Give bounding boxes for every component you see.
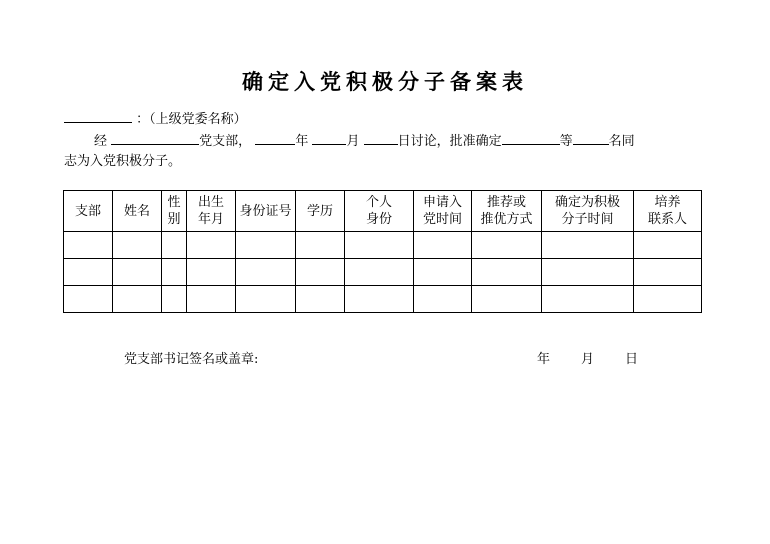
branch-blank[interactable]	[111, 131, 199, 145]
table-header-cell	[236, 191, 296, 232]
committee-name-blank[interactable]	[64, 109, 132, 123]
table-cell-input[interactable]	[345, 232, 414, 259]
committee-label: ：（上级党委名称）	[136, 112, 247, 127]
header-text: 身份证号	[239, 203, 292, 219]
paragraph-line2: 志为入党积极分子。	[64, 154, 182, 169]
count-blank[interactable]	[573, 131, 609, 145]
name-blank[interactable]	[502, 131, 560, 145]
header-text: 分子时间	[561, 212, 614, 227]
footer-day-label: 日	[625, 352, 639, 367]
table-header-cell	[113, 191, 162, 232]
header-text: 申请入	[422, 195, 462, 210]
secretary-signature-label: 党支部书记签名或盖章:	[124, 352, 259, 367]
header-text: 党时间	[422, 212, 462, 227]
table-header-cell	[64, 191, 113, 232]
table-cell-input[interactable]	[345, 286, 414, 313]
table-cell-input[interactable]	[187, 232, 236, 259]
activist-record-table	[63, 190, 702, 313]
table-header-cell	[187, 191, 236, 232]
header-text: 培养	[654, 195, 681, 210]
footer-month-label: 月	[581, 352, 595, 367]
table-cell-input[interactable]	[162, 286, 187, 313]
month-text: 月	[346, 134, 360, 149]
header-text: 身份	[365, 212, 392, 227]
table-cell-input[interactable]	[236, 232, 296, 259]
table-header-cell	[634, 191, 702, 232]
table-cell-input[interactable]	[542, 232, 634, 259]
table-cell-input[interactable]	[345, 259, 414, 286]
table-row	[64, 286, 702, 313]
table-header-cell	[296, 191, 345, 232]
table-cell-input[interactable]	[634, 286, 702, 313]
header-text: 姓名	[123, 203, 150, 219]
day-text: 日讨论，批准确定	[397, 134, 502, 149]
table-header-cell	[414, 191, 472, 232]
branch-suffix-text: 党支部，	[199, 134, 252, 149]
table-cell-input[interactable]	[64, 259, 113, 286]
table-cell-input[interactable]	[236, 286, 296, 313]
table-cell-input[interactable]	[187, 286, 236, 313]
table-row	[64, 232, 702, 259]
table-cell-input[interactable]	[162, 232, 187, 259]
header-text: 支部	[74, 203, 101, 219]
table-cell-input[interactable]	[634, 259, 702, 286]
table-cell-input[interactable]	[414, 259, 472, 286]
header-text: 性	[167, 195, 181, 210]
ming-tong-text: 名同	[608, 134, 635, 149]
table-cell-input[interactable]	[542, 286, 634, 313]
year-text: 年	[295, 134, 309, 149]
table-cell-input[interactable]	[296, 259, 345, 286]
header-text: 学历	[306, 203, 333, 219]
table-cell-input[interactable]	[472, 286, 542, 313]
footer-year-label: 年	[537, 352, 551, 367]
header-text: 个人	[365, 195, 392, 210]
table-header-cell	[472, 191, 542, 232]
approval-paragraph	[64, 131, 688, 172]
table-cell-input[interactable]	[634, 232, 702, 259]
day-blank[interactable]	[364, 131, 398, 145]
header-text: 年月	[197, 212, 224, 227]
header-text: 确定为积极	[554, 195, 620, 210]
table-cell-input[interactable]	[113, 259, 162, 286]
table-cell-input[interactable]	[162, 259, 187, 286]
table-cell-input[interactable]	[472, 232, 542, 259]
table-cell-input[interactable]	[64, 286, 113, 313]
deng-text: 等	[559, 134, 573, 149]
header-text: 联系人	[647, 212, 687, 227]
table-cell-input[interactable]	[414, 286, 472, 313]
month-blank[interactable]	[312, 131, 346, 145]
table-cell-input[interactable]	[414, 232, 472, 259]
table-cell-input[interactable]	[296, 232, 345, 259]
prefix-text: 经	[94, 134, 108, 149]
table-row	[64, 259, 702, 286]
table-header-cell	[162, 191, 187, 232]
page-title: 确定入党积极分子备案表	[242, 69, 528, 94]
table-cell-input[interactable]	[296, 286, 345, 313]
header-text: 推荐或	[486, 195, 526, 210]
table-header-cell	[542, 191, 634, 232]
table-cell-input[interactable]	[113, 232, 162, 259]
table-cell-input[interactable]	[542, 259, 634, 286]
header-text: 出生	[197, 195, 224, 210]
table-header-cell	[345, 191, 414, 232]
year-blank[interactable]	[255, 131, 295, 145]
header-text: 推优方式	[480, 212, 533, 227]
header-text: 别	[167, 212, 181, 227]
table-header-row	[64, 191, 702, 232]
table-cell-input[interactable]	[187, 259, 236, 286]
table-cell-input[interactable]	[64, 232, 113, 259]
table-cell-input[interactable]	[472, 259, 542, 286]
table-cell-input[interactable]	[236, 259, 296, 286]
superior-committee-line	[64, 108, 247, 127]
table-cell-input[interactable]	[113, 286, 162, 313]
